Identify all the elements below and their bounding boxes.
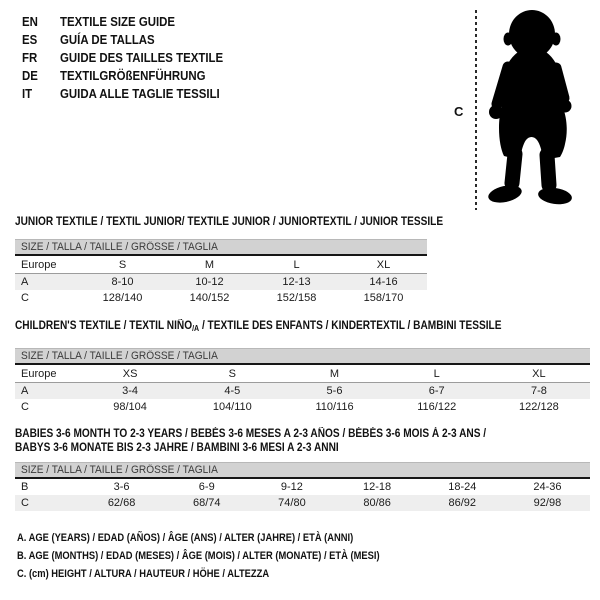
table-cell: 7-8 [530, 385, 547, 397]
size-bar [15, 239, 427, 256]
section-childrens-textile [15, 320, 590, 415]
language-code-text: ES [22, 31, 38, 47]
size-bar [15, 348, 590, 365]
table-cell: 110/116 [315, 401, 354, 413]
region-header-cell: Europe [21, 367, 57, 380]
childrens-size-table [15, 348, 590, 415]
size-header-cell: XL [532, 367, 546, 380]
row-label-cell: A [21, 276, 29, 288]
size-bar [15, 462, 590, 479]
size-bar-text: SIZE / TALLA / TAILLE / GRÖSSE / TAGLIA [21, 241, 218, 253]
language-code-text: DE [22, 67, 38, 83]
table-header-row [15, 365, 590, 383]
table-cell: 18-24 [448, 481, 477, 493]
title-prefix: CHILDREN'S TEXTILE / TEXTIL NIÑO [15, 320, 193, 332]
language-code-text: IT [22, 85, 33, 101]
size-header-cell: L [433, 367, 440, 380]
title-subscript: /A [192, 324, 200, 333]
height-measure-dotted-line [475, 10, 477, 210]
table-cell: 86/92 [448, 497, 477, 509]
table-cell: 8-10 [111, 276, 134, 288]
footnote-a [17, 529, 444, 547]
section-babies-textile [15, 427, 590, 511]
table-row-age [15, 274, 427, 290]
table-cell: 128/140 [102, 292, 143, 304]
size-bar-text: SIZE / TALLA / TAILLE / GRÖSSE / TAGLIA [21, 350, 218, 362]
table-cell: 98/104 [113, 401, 147, 413]
babies-size-table [15, 462, 590, 511]
table-cell: 3-6 [113, 481, 130, 493]
title-suffix: / TEXTILE DES ENFANTS / KINDERTEXTIL / BAMBINI TESSILE [199, 320, 502, 332]
language-title: GUÍA DE TALLAS [60, 31, 155, 47]
table-row-age [15, 383, 590, 399]
size-header-cell: S [118, 258, 127, 271]
table-row-height [15, 495, 590, 511]
language-title: TEXTILGRÖßENFÜHRUNG [60, 67, 206, 83]
table-cell: 12-13 [282, 276, 311, 288]
table-cell: 24-36 [533, 481, 562, 493]
table-cell: 6-7 [428, 385, 445, 397]
table-row-height [15, 290, 427, 306]
table-cell: 12-18 [363, 481, 392, 493]
language-code-text: FR [22, 49, 38, 65]
section-title-text: JUNIOR TEXTILE / TEXTIL JUNIOR/ TEXTILE JUNIOR / JUNIORTEXTIL / JUNIOR TESSILE [15, 216, 444, 228]
footnote-b [17, 547, 444, 565]
section-junior-textile [15, 216, 444, 306]
language-title: GUIDE DES TAILLES TEXTILE [60, 49, 224, 65]
table-cell: 68/74 [192, 497, 221, 509]
section-title [15, 216, 444, 229]
table-cell: 14-16 [369, 276, 398, 288]
row-label-cell: C [21, 292, 29, 304]
footnote-legend [17, 529, 444, 583]
language-title: GUIDA ALLE TAGLIE TESSILI [60, 85, 220, 101]
height-measure-label: C [454, 104, 464, 119]
size-bar-text: SIZE / TALLA / TAILLE / GRÖSSE / TAGLIA [21, 464, 218, 476]
row-label-cell: C [21, 497, 29, 509]
footnote-c [17, 565, 444, 583]
table-cell: 10-12 [195, 276, 224, 288]
table-cell: 5-6 [326, 385, 343, 397]
size-header-cell: XL [376, 258, 391, 271]
table-cell: 9-12 [280, 481, 303, 493]
section-title-line2: BABYS 3-6 MONATE BIS 2-3 JAHRE / BAMBINI 3-6 MESI A 2-3 ANNI [15, 442, 339, 454]
baby-silhouette-icon [484, 8, 584, 206]
size-header-cell: M [329, 367, 340, 380]
table-cell: 3-4 [122, 385, 139, 397]
region-header-cell: Europe [21, 258, 57, 271]
table-cell: 62/68 [107, 497, 136, 509]
language-title: TEXTILE SIZE GUIDE [60, 13, 176, 29]
size-header-cell: L [293, 258, 300, 271]
language-code-text: EN [22, 13, 38, 29]
table-cell: 116/122 [417, 401, 457, 413]
table-cell: 4-5 [224, 385, 241, 397]
size-header-cell: XS [122, 367, 138, 380]
table-header-row [15, 256, 427, 274]
footnote-a-text: A. AGE (YEARS) / EDAD (AÑOS) / ÂGE (ANS) / ALTER (JAHRE) / ETÀ (ANNI) [17, 532, 354, 544]
table-cell: 122/128 [519, 401, 559, 413]
footnote-b-text: B. AGE (MONTHS) / EDAD (MESES) / ÂGE (MOIS) / ALTER (MONATE) / ETÀ (MESI) [17, 550, 380, 562]
table-cell: 6-9 [198, 481, 215, 493]
section-title-line1: BABIES 3-6 MONTH TO 2-3 YEARS / BEBÉS 3-6 MESES A 2-3 AÑOS / BÉBÉS 3-6 MOIS À 2-3 ANS / [15, 428, 487, 440]
table-cell: 92/98 [533, 497, 562, 509]
row-label-cell: C [21, 401, 29, 413]
junior-size-table [15, 239, 427, 306]
table-cell: 80/86 [363, 497, 391, 509]
footnote-c-text: C. (cm) HEIGHT / ALTURA / HAUTEUR / HÖHE / ALTEZZA [17, 568, 270, 580]
baby-figure-block [0, 0, 600, 220]
section-title [15, 320, 590, 335]
section-title-text [15, 320, 501, 335]
table-cell: 140/152 [189, 292, 230, 304]
table-cell: 152/158 [276, 292, 317, 304]
table-row-height [15, 399, 590, 415]
size-header-cell: S [228, 367, 236, 380]
table-cell: 74/80 [278, 497, 306, 509]
section-title [15, 427, 590, 455]
size-header-cell: M [204, 258, 215, 271]
row-label-cell: A [21, 385, 29, 397]
table-cell: 104/110 [212, 401, 252, 413]
table-cell: 158/170 [363, 292, 404, 304]
row-label-cell: B [21, 481, 29, 493]
table-row-age-months [15, 479, 590, 495]
